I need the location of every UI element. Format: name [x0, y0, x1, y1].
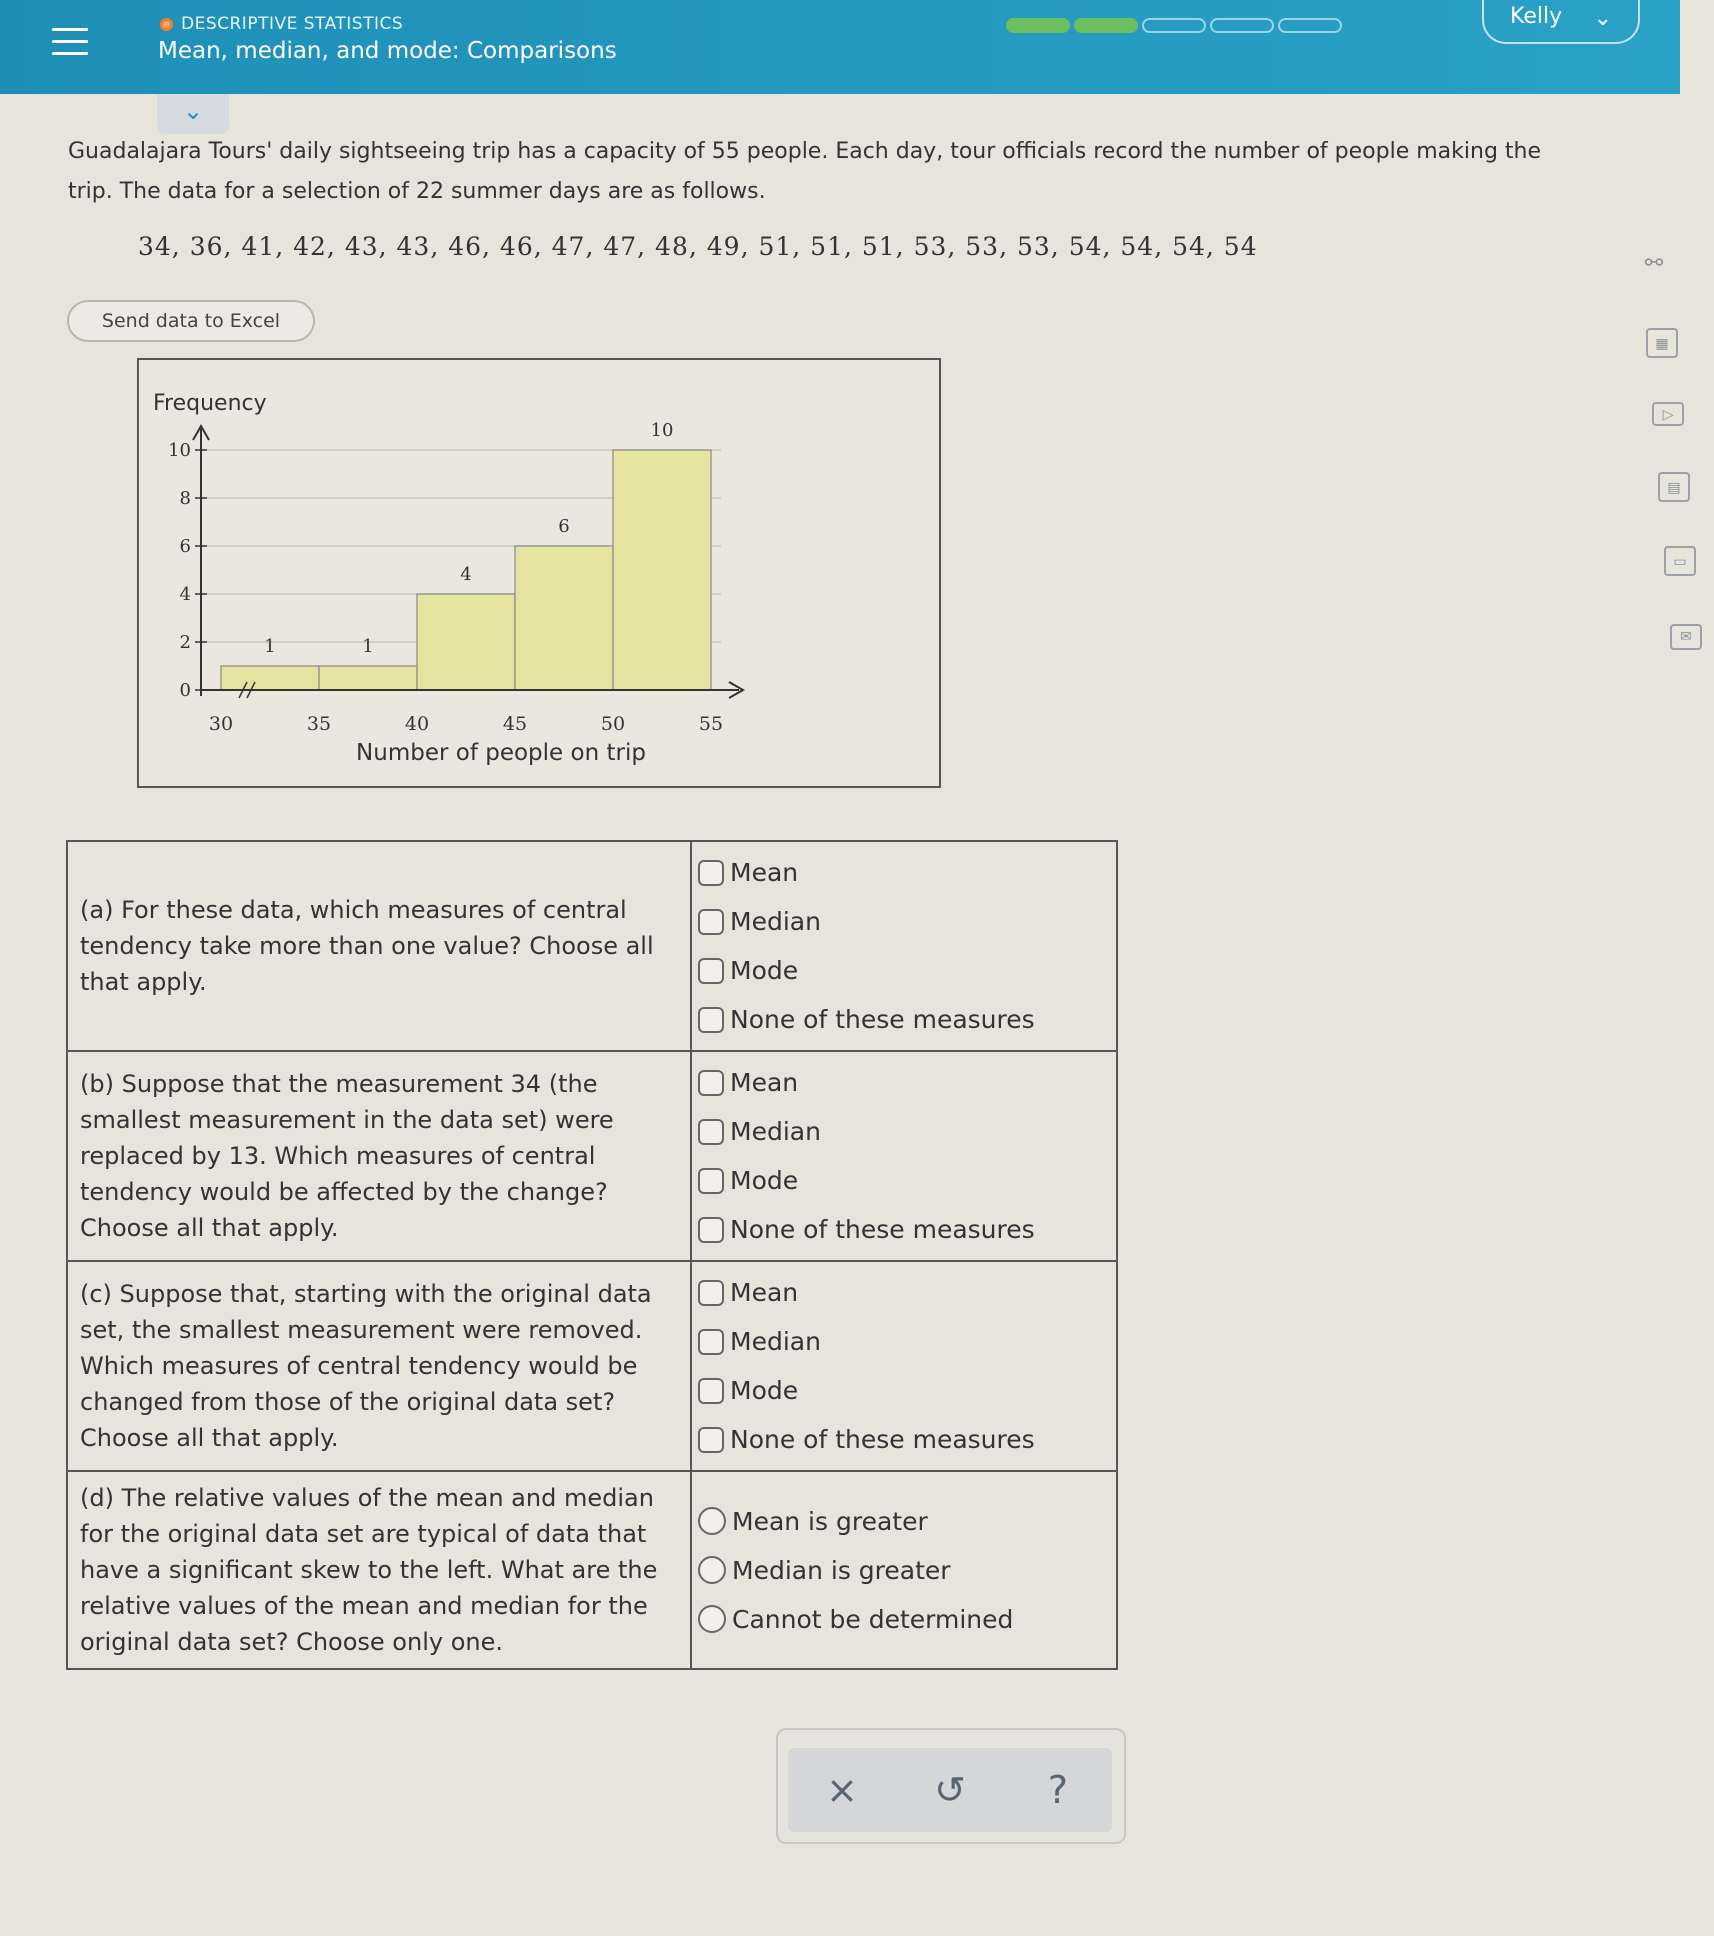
y-tick-label: 8: [179, 488, 191, 509]
bar-value-label: 10: [650, 420, 674, 441]
question-prompt: (a) For these data, which measures of central tendency take more than one value? Choose all that apply.: [67, 841, 691, 1051]
checkbox-option[interactable]: [698, 1268, 1110, 1317]
textbook-icon[interactable]: ▤: [1658, 472, 1690, 502]
checkbox[interactable]: [698, 860, 724, 886]
radio-button[interactable]: [698, 1556, 726, 1584]
option-label: Mode: [730, 956, 799, 985]
dictionary-icon[interactable]: ▭: [1664, 546, 1696, 576]
checkbox[interactable]: [698, 1070, 724, 1096]
option-label: None of these measures: [730, 1425, 1035, 1454]
undo-button[interactable]: ↺: [934, 1768, 966, 1812]
checkbox[interactable]: [698, 909, 724, 935]
option-label: Cannot be determined: [732, 1604, 1014, 1634]
lesson-title: Mean, median, and mode: Comparisons: [158, 38, 617, 64]
option-label: Mean: [730, 1278, 799, 1307]
option-label: None of these measures: [730, 1215, 1035, 1244]
bar-value-label: 6: [558, 516, 570, 537]
y-tick-label: 6: [179, 536, 191, 557]
question-options: [691, 1261, 1117, 1471]
histogram-bar: [417, 594, 515, 690]
x-tick-label: 50: [600, 713, 626, 735]
question-table: [66, 840, 1118, 1670]
x-axis-title: Number of people on trip: [356, 740, 646, 766]
chevron-down-icon: ⌄: [1593, 6, 1612, 31]
checkbox-option[interactable]: [698, 1366, 1110, 1415]
histogram-bar: [515, 546, 613, 690]
progress-segment: [1142, 18, 1206, 33]
top-bar: [0, 0, 1680, 94]
checkbox-option[interactable]: [698, 897, 1110, 946]
menu-icon[interactable]: [52, 28, 88, 58]
option-label: Median: [730, 1117, 821, 1146]
chevron-down-icon: ⌄: [182, 97, 204, 125]
progress-segment: [1278, 18, 1342, 33]
x-tick-label: 30: [208, 713, 234, 735]
problem-statement: Guadalajara Tours' daily sightseeing trip has a capacity of 55 people. Each day, tour officials record the number of people making the trip. The data for a selection of 22 summer days are as follows.: [68, 139, 1542, 204]
clear-button[interactable]: ×: [826, 1768, 858, 1812]
progress-segment: [1006, 18, 1070, 33]
question-options: [691, 841, 1117, 1051]
checkbox[interactable]: [698, 1217, 724, 1243]
answer-action-bar: [776, 1728, 1126, 1844]
checkbox-option[interactable]: [698, 1317, 1110, 1366]
radio-button[interactable]: [698, 1507, 726, 1535]
radio-button[interactable]: [698, 1605, 726, 1633]
option-label: Mode: [730, 1376, 799, 1405]
y-tick-label: 4: [179, 584, 191, 605]
calculator-icon[interactable]: ▦: [1646, 328, 1678, 358]
option-label: Mean: [730, 1068, 799, 1097]
send-to-excel-button[interactable]: Send data to Excel: [67, 300, 315, 342]
checkbox[interactable]: [698, 1007, 724, 1033]
option-label: Mean is greater: [732, 1506, 928, 1536]
checkbox[interactable]: [698, 1427, 724, 1453]
option-label: Mean: [730, 858, 799, 887]
checkbox[interactable]: [698, 958, 724, 984]
radio-option[interactable]: [698, 1595, 1110, 1644]
question-prompt: (c) Suppose that, starting with the original data set, the smallest measurement were removed. Which measures of central tendency would be changed from those of the original data set? Choose all that apply.: [67, 1261, 691, 1471]
checkbox[interactable]: [698, 1168, 724, 1194]
option-label: Median is greater: [732, 1555, 951, 1585]
option-label: Median: [730, 907, 821, 936]
checkbox-option[interactable]: [698, 995, 1110, 1044]
user-name: Kelly: [1510, 4, 1563, 29]
radio-option[interactable]: [698, 1497, 1110, 1546]
checkbox-option[interactable]: [698, 1156, 1110, 1205]
question-options: [691, 1471, 1117, 1669]
question-row: [67, 1471, 1117, 1669]
action-buttons: [788, 1748, 1112, 1832]
y-axis-title: Frequency: [153, 391, 267, 416]
checkbox-option[interactable]: [698, 1107, 1110, 1156]
checkbox-option[interactable]: [698, 848, 1110, 897]
question-row: [67, 1051, 1117, 1261]
checkbox[interactable]: [698, 1119, 724, 1145]
video-icon[interactable]: ▷: [1652, 402, 1684, 426]
checkbox-option[interactable]: [698, 1415, 1110, 1464]
topic-text: DESCRIPTIVE STATISTICS: [181, 14, 404, 34]
question-row: [67, 1261, 1117, 1471]
y-tick-label: 0: [179, 680, 191, 701]
checkbox[interactable]: [698, 1378, 724, 1404]
checkbox-option[interactable]: [698, 1058, 1110, 1107]
checkbox-option[interactable]: [698, 1205, 1110, 1254]
bar-value-label: 4: [460, 564, 472, 585]
option-label: None of these measures: [730, 1005, 1035, 1034]
bar-value-label: 1: [362, 636, 374, 657]
x-tick-label: 55: [698, 713, 724, 735]
x-tick-label: 40: [404, 713, 430, 735]
user-menu[interactable]: [1482, 0, 1640, 44]
histogram-chart: [137, 358, 941, 788]
option-label: Median: [730, 1327, 821, 1356]
message-icon[interactable]: ✉: [1670, 624, 1702, 650]
progress-segment: [1074, 18, 1138, 33]
x-tick-label: 45: [502, 713, 528, 735]
checkbox[interactable]: [698, 1280, 724, 1306]
histogram-bar: [221, 666, 319, 690]
question-row: [67, 841, 1117, 1051]
question-prompt: (d) The relative values of the mean and median for the original data set are typical of data that have a significant skew to the left. What are the relative values of the mean and median for the original data set? Choose only one.: [67, 1471, 691, 1669]
question-options: [691, 1051, 1117, 1261]
x-tick-label: 35: [306, 713, 332, 735]
histogram-bar: [319, 666, 417, 690]
checkbox[interactable]: [698, 1329, 724, 1355]
bar-value-label: 1: [264, 636, 276, 657]
progress-bar: [1006, 18, 1342, 33]
option-label: Mode: [730, 1166, 799, 1195]
accessibility-icon[interactable]: ⚯: [1644, 251, 1664, 276]
topic-status-icon: [160, 18, 173, 31]
dataset-values: 34, 36, 41, 42, 43, 43, 46, 46, 47, 47, 48, 49, 51, 51, 51, 53, 53, 53, 54, 54, 54, 54: [138, 232, 1258, 261]
progress-segment: [1210, 18, 1274, 33]
histogram-bar: [613, 450, 711, 690]
checkbox-option[interactable]: [698, 946, 1110, 995]
histogram-svg: [139, 360, 939, 786]
y-tick-label: 10: [168, 440, 191, 461]
help-button[interactable]: ?: [1047, 1768, 1069, 1812]
topic-label: [160, 14, 403, 34]
radio-option[interactable]: [698, 1546, 1110, 1595]
question-prompt: (b) Suppose that the measurement 34 (the smallest measurement in the data set) were replaced by 13. Which measures of central tendency would be affected by the change? Choose all that apply.: [67, 1051, 691, 1261]
y-tick-label: 2: [179, 632, 191, 653]
collapse-toggle[interactable]: [157, 94, 229, 134]
